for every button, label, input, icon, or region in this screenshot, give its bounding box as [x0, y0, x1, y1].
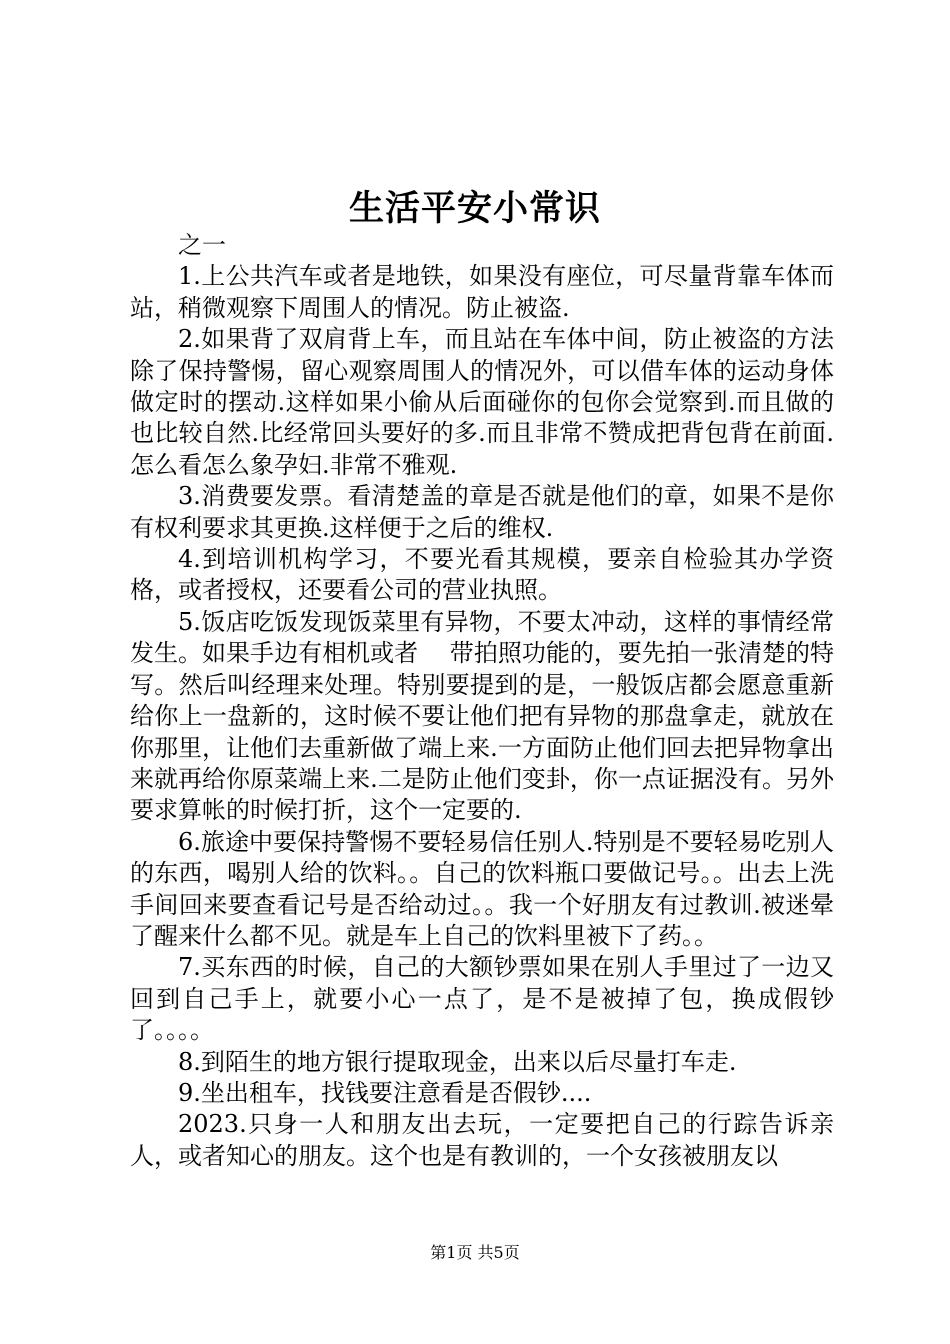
- paragraph-tip-10: 2023.只身一人和朋友出去玩，一定要把自己的行踪告诉亲人，或者知心的朋友。这个也是有教训的，一个女孩被朋友以: [130, 1110, 834, 1170]
- paragraph-tip-6: 6.旅途中要保持警惕不要轻易信任别人.特别是不要轻易吃别人的东西，喝别人给的饮料。。自己的饮料瓶口要做记号。。出去上洗手间回来要查看记号是否给动过。。我一个好朋友有过教训.被迷晕了醒来什么都不见。就是车上自己的饮料里被下了药。。: [130, 827, 834, 950]
- paragraph-tip-3: 3.消费要发票。看清楚盖的章是否就是他们的章，如果不是你有权利要求其更换.这样便于之后的维权.: [130, 482, 834, 542]
- paragraph-intro: 之一: [178, 231, 226, 259]
- paragraph-tip-7: 7.买东西的时候，自己的大额钞票如果在别人手里过了一边又回到自己手上，就要小心一点了，是不是被掉了包，换成假钞了。。。。: [130, 953, 834, 1045]
- paragraph-tip-5: 5.饭店吃饭发现饭菜里有异物，不要太冲动，这样的事情经常发生。如果手边有相机或者 带拍照功能的，要先拍一张清楚的特写。然后叫经理来处理。特别要提到的是，一般饭店都会愿意重新给你上一盘新的，这时候不要让他们把有异物的那盘拿走，就放在你那里，让他们去重新做了端上来.一方面防止他们回去把异物拿出来就再给你原菜端上来.二是防止他们变卦，你一点证据没有。另外要求算帐的时候打折，这个一定要的.: [130, 607, 834, 825]
- document-body: [130, 230, 834, 1172]
- paragraph-tip-2: 2.如果背了双肩背上车，而且站在车体中间，防止被盗的方法除了保持警惕，留心观察周围人的情况外，可以借车体的运动身体做定时的摆动.这样如果小偷从后面碰你的包你会觉察到.而且做的也比较自然.比经常回头要好的多.而且非常不赞成把背包背在前面.怎么看怎么象孕妇.非常不雅观.: [130, 325, 834, 479]
- paragraph-tip-8: 8.到陌生的地方银行提取现金，出来以后尽量打车走.: [178, 1047, 737, 1076]
- page-number-footer: 第1页 共5页: [430, 1243, 520, 1262]
- paragraph-tip-9: 9.坐出租车，找钱要注意看是否假钞....: [178, 1078, 592, 1107]
- page-title: 生活平安小常识: [348, 188, 601, 229]
- paragraph-tip-4: 4.到培训机构学习，不要光看其规模，要亲自检验其办学资格，或者授权，还要看公司的营业执照。: [130, 545, 834, 605]
- paragraph-tip-1: 1.上公共汽车或者是地铁，如果没有座位，可尽量背靠车体而站，稍微观察下周围人的情况。防止被盗.: [130, 262, 834, 322]
